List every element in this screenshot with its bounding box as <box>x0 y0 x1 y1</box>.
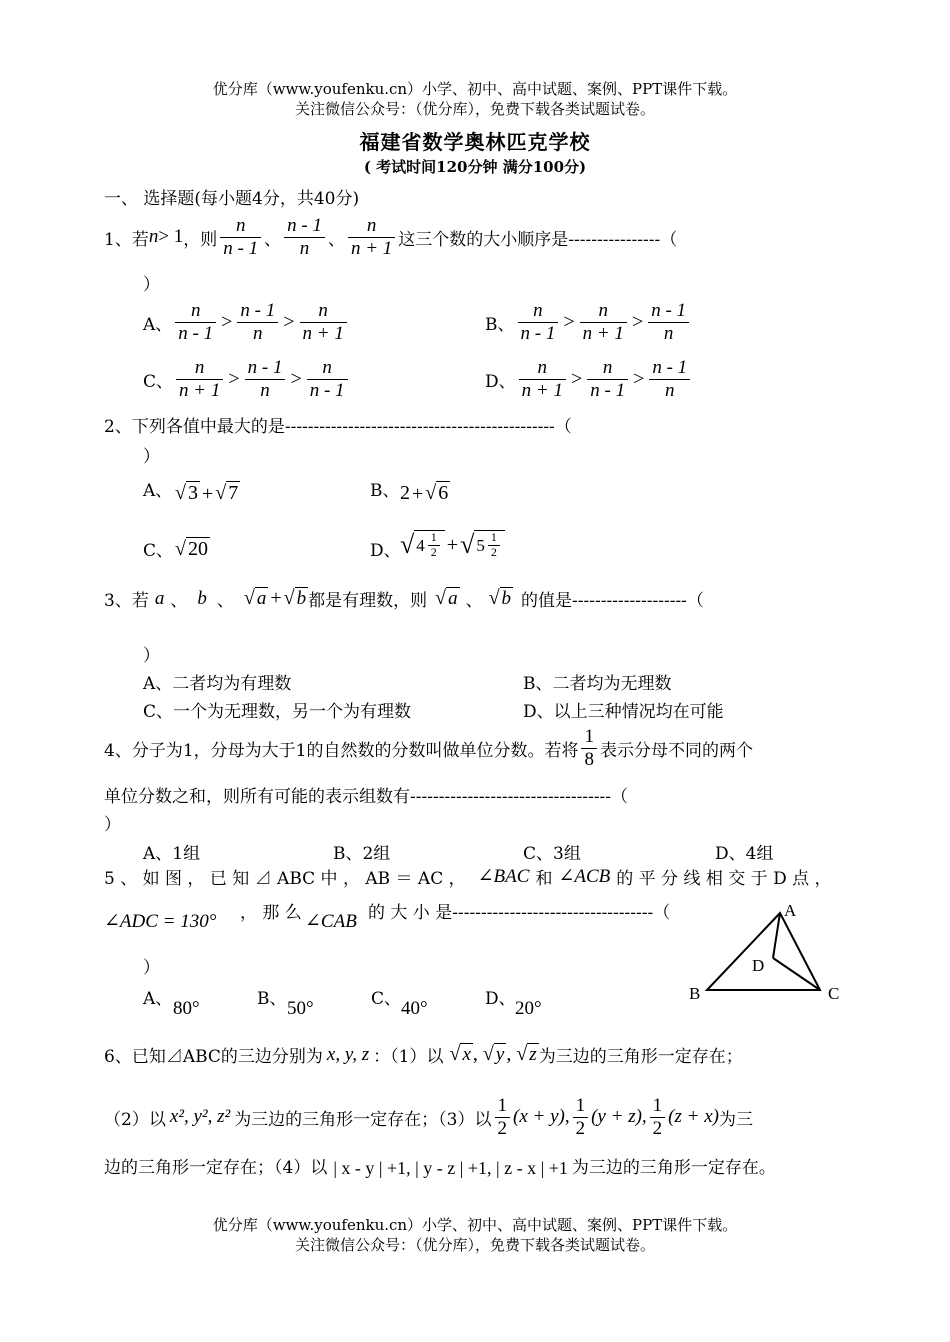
q2-text: 2、下列各值中最大的是 <box>104 417 285 437</box>
q1-sep-2: 、 <box>327 229 345 250</box>
q4-frac-den: 8 <box>584 748 594 770</box>
segment-dc <box>773 958 820 990</box>
q5-he: 和 <box>535 869 553 889</box>
q3-var-a: a <box>154 587 165 609</box>
question-5 <box>104 864 832 889</box>
q6-line2b: 为三边的三角形一定存在；（3）以 <box>234 1109 492 1130</box>
q1-close: ） <box>143 275 160 295</box>
q3-mid: 都是有理数，则 <box>308 591 428 611</box>
q6-abs-expr: | x - y | +1, | y - z | +1, | z - x | +1 <box>333 1158 568 1178</box>
q5-angle-cab-text: ∠CAB <box>305 911 357 932</box>
q5-line1b: 的 平 分 线 相 交 于 D 点 ， <box>616 869 832 889</box>
q1-sep-1: 、 <box>264 229 282 250</box>
footer-line-1: 优分库（www.youfenku.cn）小学、初中、高中试题、案例、PPT课件下载。 <box>212 1216 738 1234</box>
vertex-label-b: B <box>689 984 701 1003</box>
q1-option-d: D、 $\frac{n}{n + 1}$ > $\frac{n}{n - 1}$ > $\frac{n - 1}{n}$ <box>485 357 693 402</box>
q5-line2b <box>368 898 670 923</box>
q4-option-a: A、1组 <box>143 844 201 864</box>
q5-angle-bac: ∠BAC <box>477 866 530 887</box>
q3-dashes: --------------------（ <box>572 591 704 611</box>
q2-option-d-math: √ 4 $\frac{1}{2}$ + √ 5 $\frac{1}{2}$ <box>400 530 505 560</box>
q2-opt-label-b: B、 <box>370 481 400 501</box>
q1-opt-label-a: A、 <box>143 314 173 335</box>
q1-opt-label-b: B、 <box>485 314 515 335</box>
question-1 <box>104 215 677 260</box>
q4-fraction <box>581 726 597 771</box>
q5-angle-adc <box>104 910 216 933</box>
q6-line2a: （2）以 <box>104 1109 166 1130</box>
q4-line-2 <box>104 782 628 807</box>
question-3: 3、若 a 、 b 、 √ a + √ b 都是有理数，则 √ a 、 √ b 的值是 --------------------（ <box>104 587 704 611</box>
q3-sep-2: 、 <box>216 591 234 611</box>
q4-dashes: -----------------------------------（ <box>410 787 629 807</box>
q6-squares: x², y², z² <box>169 1106 231 1128</box>
q4-frac-num: 1 <box>581 726 597 749</box>
q2-close: ） <box>143 447 160 467</box>
q3-option-d: D、以上三种情况均在可能 <box>523 702 724 722</box>
q6-line1b: ：（1）以 <box>373 1047 444 1067</box>
footer-line-2: 关注微信公众号：（优分库），免费下载各类试题试卷。 <box>294 1236 655 1254</box>
q1-then: ，则 <box>183 229 218 250</box>
q6-half-2: (y + z), <box>591 1106 647 1128</box>
q4-close: ） <box>104 815 121 835</box>
page-title: 福建省数学奥林匹克学校 <box>359 130 591 154</box>
vertex-label-d: D <box>752 956 765 975</box>
q3-tail: 的值是 <box>521 591 573 611</box>
q1-option-a: A、 $\frac{n}{n - 1}$ > $\frac{n - 1}{n}$ > $\frac{n}{n + 1}$ <box>143 300 350 345</box>
q5-line1a: 5 、 如 图 ， 已 知 ⊿ ABC 中 ， AB ＝ AC ， <box>104 869 466 889</box>
q3-option-a: A、二者均为有理数 <box>143 674 292 694</box>
q2-opt-label-c: C、 <box>143 541 174 561</box>
q1-option-b: B、 $\frac{n}{n - 1}$ > $\frac{n}{n + 1}$ > $\frac{n - 1}{n}$ <box>485 300 692 345</box>
section-heading: 一、 选择题(每小题4分，共40分) <box>104 189 360 209</box>
q3-sep-1: 、 <box>170 591 188 611</box>
q5-option-b-value: 50° <box>287 998 314 1019</box>
q6-line3b: 为三边的三角形一定存在。 <box>571 1158 776 1178</box>
q2-option-c-math: √ 20 <box>175 538 208 560</box>
q1-frac-2: $\frac{n - 1}{n}$ <box>284 215 325 260</box>
question-6: 6、已知⊿ABC的三边分别为 x, y, z ：（1）以 √ x , √ y , √ z 为三边的三角形一定存在； <box>104 1043 743 1067</box>
q4-line2-text: 单位分数之和，则所有可能的表示组数有 <box>104 787 410 807</box>
q6-line1c: 为三边的三角形一定存在； <box>538 1047 743 1067</box>
q5-angle-adc-text: ∠ADC = 130° <box>104 911 217 932</box>
q2-option-b-math: 2 + √ 6 <box>400 482 449 505</box>
q1-frac-1: $\frac{n}{n - 1}$ <box>220 215 261 260</box>
q3-close: ） <box>143 646 160 666</box>
q3-option-b: B、二者均为无理数 <box>523 674 672 694</box>
q1-tail: 这三个数的大小顺序是 <box>398 229 569 250</box>
q3-sep-3: 、 <box>465 591 483 611</box>
q1-frac-3: $\frac{n}{n + 1}$ <box>348 215 395 260</box>
q5-opt-label-c: C、 <box>371 989 402 1009</box>
q2-c-radicand: 20 <box>187 538 208 560</box>
header-line-1: 优分库（www.youfenku.cn）小学、初中、高中试题、案例、PPT课件下载。 <box>212 80 738 98</box>
q3-option-c: C、一个为无理数，另一个为有理数 <box>143 702 412 722</box>
q1-var-n: n <box>148 226 159 248</box>
question-2 <box>104 412 572 437</box>
q6-half-1: (x + y), <box>513 1106 570 1128</box>
q6-line3a: 边的三角形一定存在；（4）以 <box>104 1158 328 1178</box>
q5-option-a-value: 80° <box>173 998 200 1019</box>
q2-option-a-math: √ 3 + √ 7 <box>175 482 239 505</box>
vertex-label-a: A <box>784 901 797 920</box>
triangle-figure <box>680 895 860 1010</box>
q4-option-c: C、3组 <box>523 844 581 864</box>
q1-prefix: 1、若 <box>104 229 149 250</box>
q1-cond: > 1 <box>158 226 184 248</box>
q5-option-d-value: 20° <box>515 998 542 1019</box>
q2-opt-label-a: A、 <box>143 481 173 501</box>
q1-opt-label-c: C、 <box>143 371 174 392</box>
exam-subtitle: ( 考试时间120分钟 满分100分) <box>363 158 587 176</box>
q5-line2b-text: 的 大 小 是 <box>368 903 453 923</box>
q4-option-d: D、4组 <box>715 844 774 864</box>
q3-var-b: b <box>197 587 207 609</box>
vertex-label-c: C <box>828 984 840 1003</box>
q5-opt-label-a: A、 <box>143 989 173 1009</box>
q1-option-c: C、 $\frac{n}{n + 1}$ > $\frac{n - 1}{n}$ > $\frac{n}{n - 1}$ <box>143 357 351 402</box>
header-line-2: 关注微信公众号：（优分库），免费下载各类试题试卷。 <box>294 100 655 118</box>
q2-opt-label-d: D、 <box>370 541 401 561</box>
q5-dashes: -----------------------------------（ <box>452 903 671 923</box>
q2-dashes: -----------------------------------------------（ <box>284 417 572 437</box>
q1-opt-label-d: D、 <box>485 371 516 392</box>
q6-line2c: 为三 <box>718 1109 753 1130</box>
q6-line-2: （2）以 x², y², z² 为三边的三角形一定存在；（3）以 $\frac{1}{2}$ (x + y), $\frac{1}{2}$ (y + z), $\frac{1}{2}$ (z + x) 为三 <box>104 1095 753 1139</box>
q3-prefix: 3、若 <box>104 591 149 611</box>
q6-half-3: (z + x) <box>668 1106 719 1128</box>
q5-angle-cab <box>305 910 357 933</box>
q4-line1a: 4、分子为1，分母为大于1的自然数的分数叫做单位分数。若将 <box>104 740 579 761</box>
q4-line1b: 表示分母不同的两个 <box>599 740 753 761</box>
q4-option-b: B、2组 <box>333 844 391 864</box>
q6-line-3 <box>104 1152 776 1179</box>
question-4 <box>104 726 753 771</box>
q6-line1a: 6、已知⊿ABC的三边分别为 <box>104 1047 323 1067</box>
q5-opt-label-d: D、 <box>485 989 516 1009</box>
q1-dashes: ----------------（ <box>568 229 678 250</box>
q5-angle-acb: ∠ACB <box>558 866 611 887</box>
q5-opt-label-b: B、 <box>257 989 287 1009</box>
q5-line2a: ， 那 么 <box>240 903 302 923</box>
q5-option-c-value: 40° <box>401 998 428 1019</box>
q6-vars: x, y, z <box>326 1043 370 1065</box>
q5-close: ） <box>143 958 160 978</box>
